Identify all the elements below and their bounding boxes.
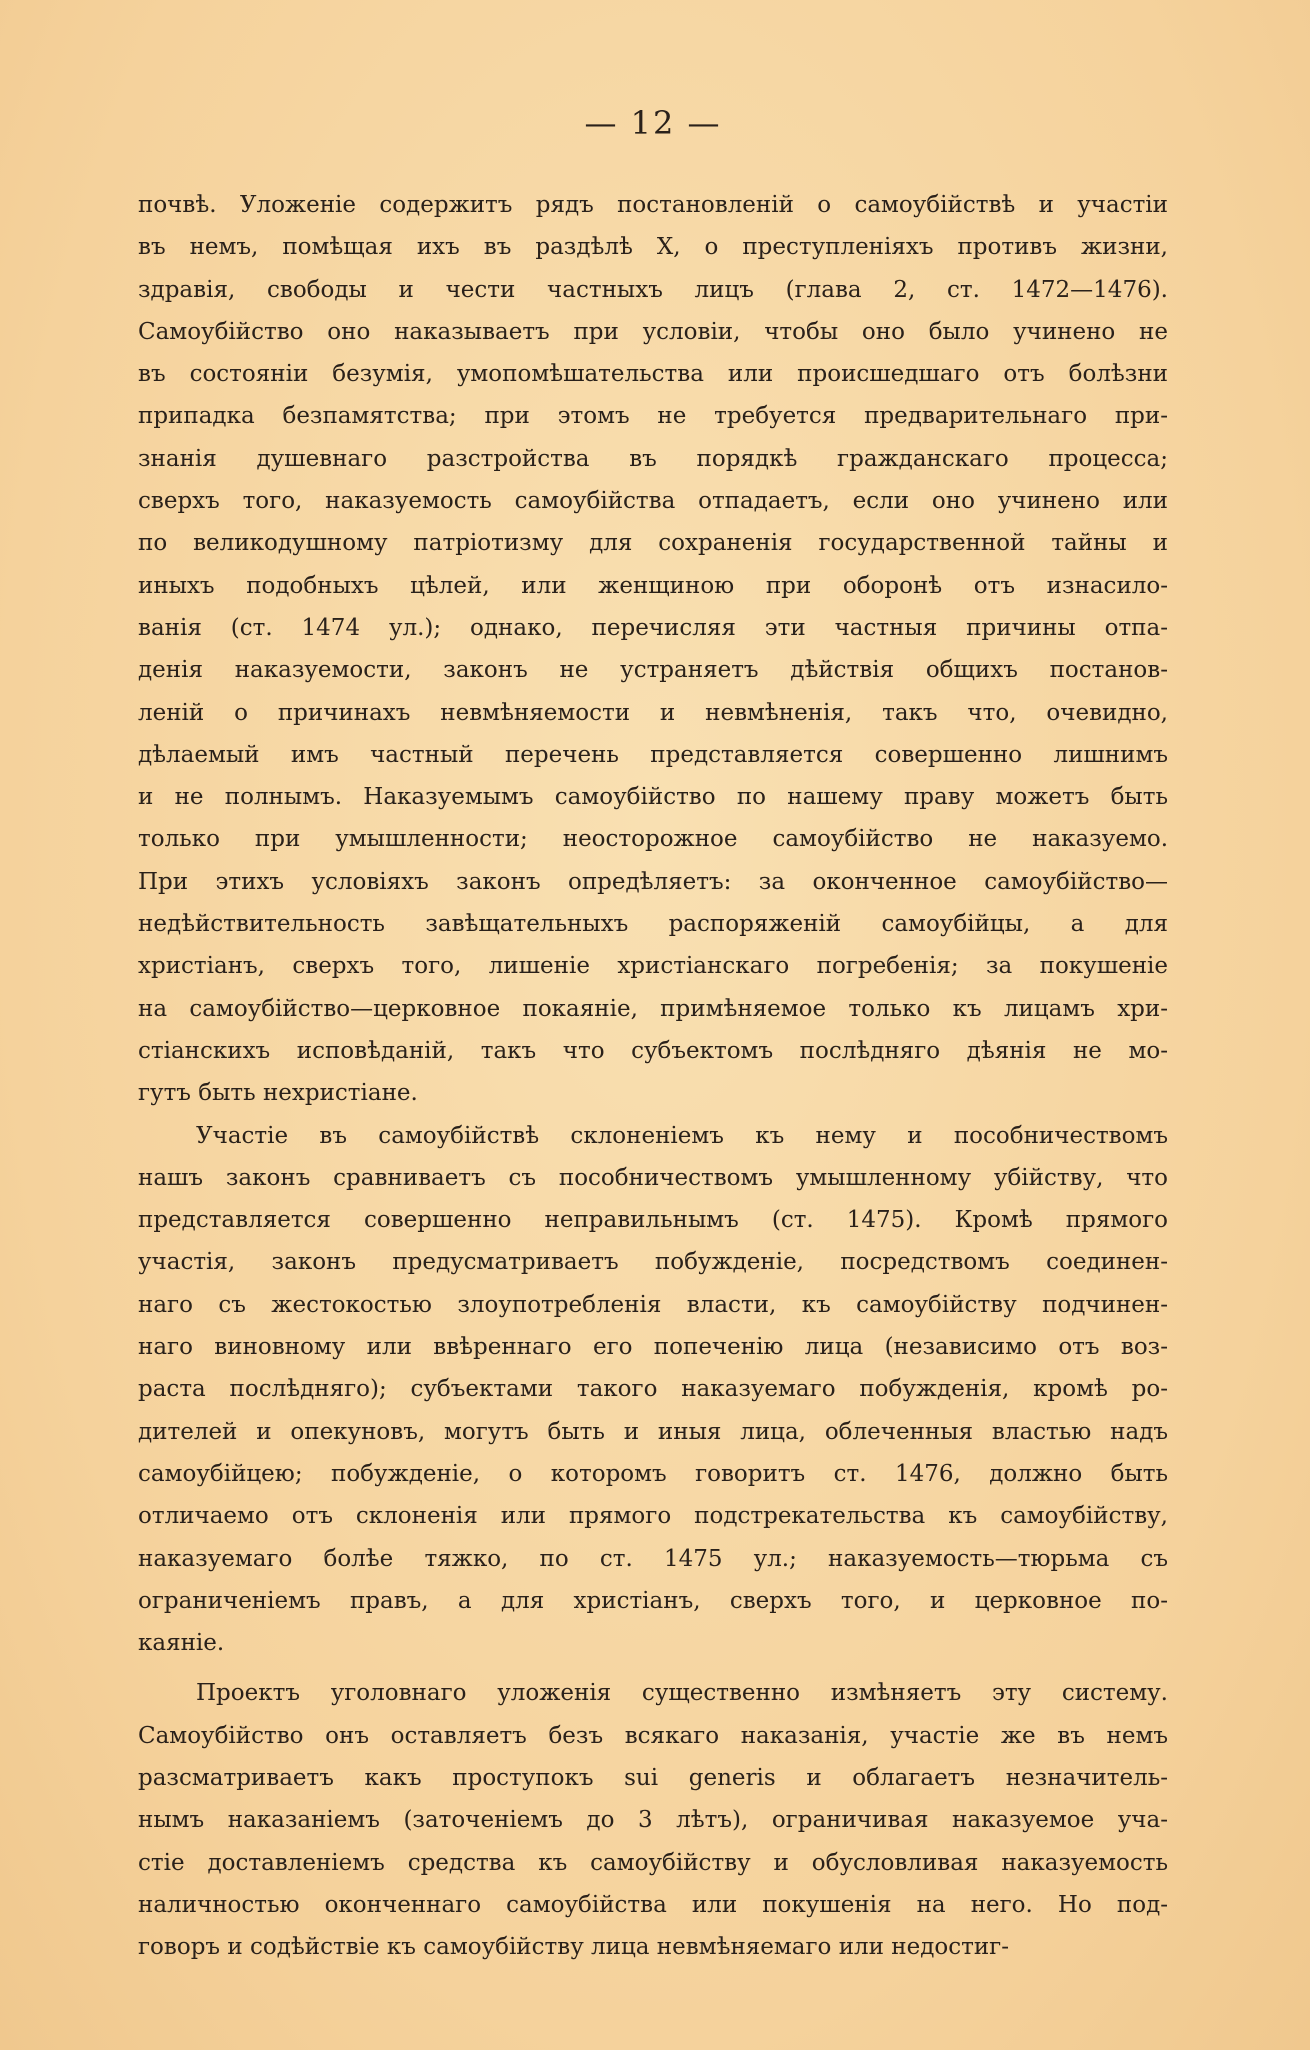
text-line: Участіе въ самоубійствѣ склоненіемъ къ нему и пособничествомъ: [196, 1122, 1168, 1149]
text-line: отличаемо отъ склоненія или прямого подстрекательства къ самоубійству,: [138, 1503, 1168, 1530]
text-line: стіанскихъ исповѣданій, такъ что субъектомъ послѣдняго дѣянія не мо-: [138, 1037, 1168, 1064]
text-line: нымъ наказаніемъ (заточеніемъ до 3 лѣтъ), ограничивая наказуемое уча-: [138, 1807, 1168, 1834]
text-line: говоръ и содѣйствіе къ самоубійству лица невмѣняемаго или недостиг-: [138, 1934, 1009, 1961]
text-line: Самоубійство оно наказываетъ при условіи, чтобы оно было учинено не: [138, 318, 1168, 345]
text-line: здравія, свободы и чести частныхъ лицъ (глава 2, ст. 1472—1476).: [138, 276, 1168, 303]
text-line: ванія (ст. 1474 ул.); однако, перечисляя эти частныя причины отпа-: [138, 614, 1168, 641]
paragraph: [138, 1672, 1168, 1968]
text-line: При этихъ условіяхъ законъ опредѣляетъ: за оконченное самоубійство—: [138, 868, 1168, 895]
text-line: припадка безпамятства; при этомъ не требуется предварительнаго при-: [138, 403, 1168, 430]
text-line: дителей и опекуновъ, могутъ быть и иныя лица, облеченныя властью надъ: [138, 1418, 1168, 1445]
text-line: каяніе.: [138, 1630, 225, 1657]
text-line: наказуемаго болѣе тяжко, по ст. 1475 ул.; наказуемость—тюрьма съ: [138, 1545, 1168, 1572]
text-line: на самоубійство—церковное покаяніе, примѣняемое только къ лицамъ хри-: [138, 995, 1168, 1022]
text-line: разсматриваетъ какъ проступокъ sui generis и облагаетъ незначитель-: [138, 1764, 1168, 1791]
text-line: наго виновному или ввѣреннаго его попеченію лица (независимо отъ воз-: [138, 1334, 1168, 1361]
paragraph: [138, 184, 1168, 1115]
text-line: участія, законъ предусматриваетъ побужденіе, посредствомъ соединен-: [138, 1249, 1168, 1276]
body-text: [138, 184, 1168, 1968]
text-line: по великодушному патріотизму для сохраненія государственной тайны и: [138, 530, 1168, 557]
text-line: ограниченіемъ правъ, а для христіанъ, сверхъ того, и церковное по-: [138, 1587, 1168, 1614]
text-line: Проектъ уголовнаго уложенія существенно измѣняетъ эту систему.: [196, 1680, 1168, 1707]
text-line: наго съ жестокостью злоупотребленія власти, къ самоубійству подчинен-: [138, 1291, 1168, 1318]
text-line: недѣйствительность завѣщательныхъ распоряженій самоубійцы, а для: [138, 911, 1168, 938]
text-line: стіе доставленіемъ средства къ самоубійству и обусловливая наказуемость: [138, 1849, 1168, 1876]
text-line: иныхъ подобныхъ цѣлей, или женщиною при оборонѣ отъ изнасило-: [138, 572, 1168, 599]
text-line: почвѣ. Уложеніе содержитъ рядъ постановленій о самоубійствѣ и участіи: [138, 192, 1168, 218]
text-line: наличностью оконченнаго самоубійства или покушенія на него. Но под-: [138, 1891, 1168, 1918]
text-line: денія наказуемости, законъ не устраняетъ дѣйствія общихъ постанов-: [138, 657, 1168, 684]
text-line: и не полнымъ. Наказуемымъ самоубійство по нашему праву можетъ быть: [138, 784, 1168, 811]
text-line: христіанъ, сверхъ того, лишеніе христіанскаго погребенія; за покушеніе: [138, 953, 1168, 980]
document-page: [138, 96, 1168, 2026]
paragraph: [138, 1115, 1168, 1665]
text-line: знанія душевнаго разстройства въ порядкѣ гражданскаго процесса;: [138, 445, 1168, 472]
paragraph-gap: [138, 1664, 1168, 1672]
text-line: леній о причинахъ невмѣняемости и невмѣненія, такъ что, очевидно,: [138, 699, 1168, 726]
text-line: гутъ быть нехристіане.: [138, 1080, 418, 1107]
text-line: сверхъ того, наказуемость самоубійства отпадаетъ, если оно учинено или: [138, 488, 1168, 515]
text-line: самоубійцею; побужденіе, о которомъ говоритъ ст. 1476, должно быть: [138, 1460, 1168, 1487]
text-line: въ состояніи безумія, умопомѣшательства или происшедшаго отъ болѣзни: [138, 361, 1168, 388]
text-line: дѣлаемый имъ частный перечень представляется совершенно лишнимъ: [138, 741, 1168, 768]
text-line: раста послѣдняго); субъектами такого наказуемаго побужденія, кромѣ ро-: [138, 1376, 1168, 1403]
page-number: — 12 —: [584, 104, 722, 142]
text-line: Самоубійство онъ оставляетъ безъ всякаго наказанія, участіе же въ немъ: [138, 1722, 1168, 1749]
text-line: въ немъ, помѣщая ихъ въ раздѣлѣ X, о преступленіяхъ противъ жизни,: [138, 234, 1168, 261]
text-line: нашъ законъ сравниваетъ съ пособничествомъ умышленному убійству, что: [138, 1164, 1168, 1191]
text-line: только при умышленности; неосторожное самоубійство не наказуемо.: [138, 826, 1168, 853]
text-line: представляется совершенно неправильнымъ (ст. 1475). Кромѣ прямого: [138, 1207, 1168, 1234]
